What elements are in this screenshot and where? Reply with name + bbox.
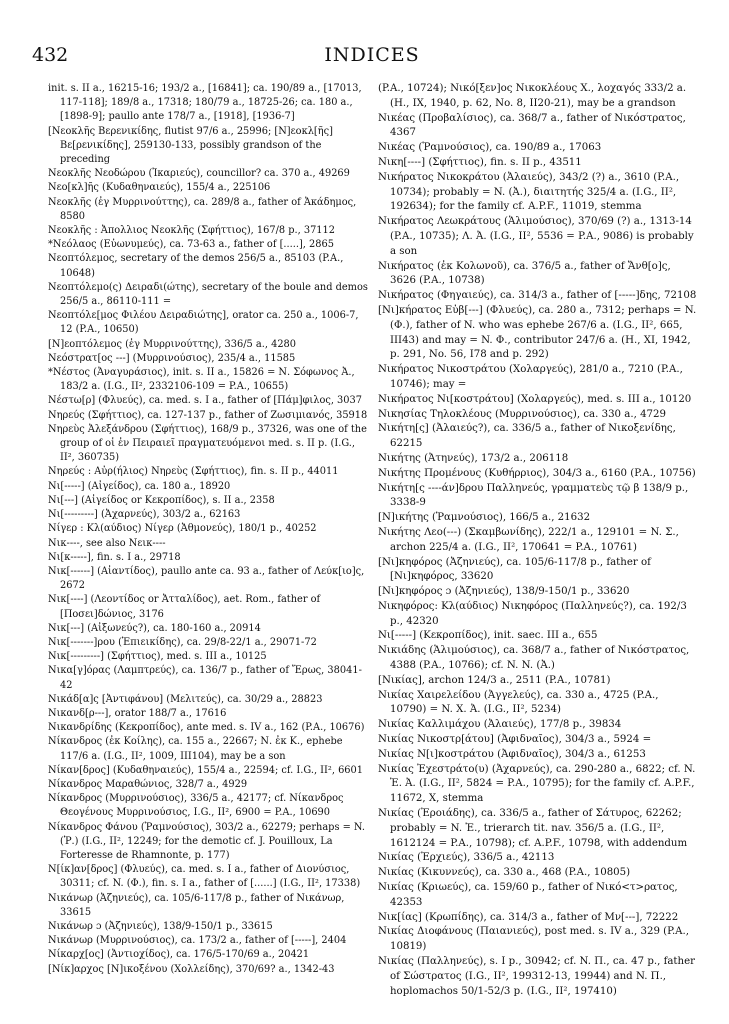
index-entry: Νικηφόρος: Κλ(αύδιος) Νικηφόρος (Παλληνεύς?), ca. 192/3 p., 42320 — [378, 600, 687, 627]
index-entry: Νικάνωρ ɔ (Ἀζηνιεύς), 138/9-150/1 p., 33615 — [48, 920, 273, 932]
index-entry: Νέστω[ρ] (Φλυεύς), ca. med. s. I a., father of [Πάμ]φιλος, 3037 — [48, 395, 362, 407]
index-entry: Νικ[-------]ρου (Ἐπιεικίδης), ca. 29/8-22/1 a., 29071-72 — [48, 636, 317, 648]
index-entry: *Νέστος (Ἀναγυράσιος), init. s. II a., 15826 = Ν. Σόφωνος Ἀ., 183/2 a. (I.G., II², 2332106-109 = P.A., 10655) — [48, 367, 355, 393]
index-entry: Νεόστρατ[ος ---] (Μυρρινούσιος), 235/4 a., 11585 — [48, 352, 296, 364]
index-entry: Νίκανδρος Φάνου (Ῥαμνούσιος), 303/2 a., 62279; perhaps = N. (Ῥ.) (I.G., II², 12249; for the demotic cf. J. Pouilloux, La Forteresse de Rhamnonte, p. 177) — [48, 821, 365, 861]
index-entry: init. s. II a., 16215-16; 193/2 a., [16841]; ca. 190/89 a., [17013, 117-118]; 189/8 a., 17318; 180/79 a., 18725-26; ca. 180 a., [1898-9]; paullo ante 178/7 a., [1918], [1936-7] — [48, 83, 362, 123]
index-entry: Νικίας Καλλιμάχου (Ἀλαιεύς), 177/8 p., 39834 — [378, 719, 622, 731]
index-entry: Νικ[ίας] (Κρωπίδης), ca. 314/3 a., father of Μν[---], 72222 — [378, 911, 679, 923]
index-entry: [Ν]ικήτης (Ῥαμνούσιος), 166/5 a., 21632 — [378, 512, 591, 524]
index-entry: Νικίας (Κριωεύς), ca. 159/60 p., father of Νικό<τ>ρατος, 42353 — [378, 882, 678, 908]
index-entry: Νικήτη[ς ----άν]δρου Παλληνεύς, γραμματεὺς τῷ β 138/9 p., 3338-9 — [378, 482, 689, 509]
index-entry: Νικ[---------] (Σφήττιος), med. s. III a., 10125 — [48, 651, 267, 663]
index-entry: [Νίκ]αρχος [Ν]ικοξένου (Χολλείδης), 370/69? a., 1342-43 — [48, 963, 335, 975]
right-column — [378, 82, 698, 999]
index-entry: Νικήρατος Νι[κοστράτου] (Χολαργεύς), med. s. III a., 10120 — [378, 393, 692, 405]
index-entry: Νεοπτόλεμος, secretary of the demos 256/5 a., 85103 (P.A., 10648) — [48, 253, 344, 279]
index-entry: Νηρεὺς Ἀλεξάνδρου (Σφήττιος), 168/9 p., 37326, was one of the group of οἱ ἐν Πειραιεῖ πραγματευόμενοι med. s. II p. (I.G., II², 360735) — [48, 423, 367, 464]
index-entry: Νικίας Νικοστρ[άτου] (Ἀφιδναῖος), 304/3 a., 5924 = — [378, 734, 652, 746]
index-entry: Νικίας (Κικυννεύς), ca. 330 a., 468 (P.A., 10805) — [378, 867, 631, 879]
index-entry: Νικ----, see also Νεικ---- — [48, 537, 166, 549]
index-entry: Νικίας (Ἐροιάδης), ca. 336/5 a., father of Σάτυρος, 62262; probably = N. Ἐ., trierarch tit. nav. 356/5 a. (I.G., II², 1612124 = P.A., 10798); cf. A.P.F., 10798, with addendum — [378, 808, 688, 849]
index-entry: Νικιάδης (Ἁλιμούσιος), ca. 368/7 a., father of Νικόστρατος, 4388 (P.A., 10766); cf. N. N. (Ἀ.) — [378, 645, 690, 672]
index-entry: Νικη[----] (Σφήττιος), fin. s. II p., 43511 — [378, 156, 582, 168]
index-entry: Νικήρατος Νικοστράτου (Χολαργεύς), 281/0 a., 7210 (P.A., 10746); may = — [378, 364, 683, 390]
index-entry: Νικάνωρ (Μυρρινούσιος), ca. 173/2 a., father of [-----], 2404 — [48, 935, 347, 947]
index-entry: Νικανδ[ρ---], orator 188/7 a., 17616 — [48, 707, 227, 719]
index-entry: Νικάδ[α]ς [Ἀντιφάνου] (Μελιτεύς), ca. 30/29 a., 28823 — [48, 693, 323, 705]
index-entry: Νικησίας Τηλοκλέους (Μυρρινούσιος), ca. 330 a., 4729 — [378, 408, 666, 420]
index-entry: Νι[---] (Αἰγείδος or Κεκροπίδος), s. II a., 2358 — [48, 494, 275, 506]
index-entry: Νικίας Διοφάνους (Παιανιεύς), post med. s. IV a., 329 (P.A., 10819) — [378, 926, 690, 953]
index-entry: Νίκανδρος (Μυρρινούσιος), 336/5 a., 42177; cf. Νίκανδρος Θεογένους Μυρρινούσιος, I.G., II², 6900 = P.A., 10690 — [48, 793, 344, 819]
index-entry: Νικήρατος (ἐκ Κολωνοῦ), ca. 376/5 a., father of Ἄνθ[ο]ς, 3626 (P.A., 10738) — [378, 260, 671, 287]
index-entry: [Νεοκλῆς Βερενικίδης, flutist 97/6 a., 25996; [Ν]εοκλ[ῆς] Βε[ρενικίδης], 259130-133, possibly grandson of the preceding — [48, 125, 333, 166]
index-entry: Νεο[κλ]ῆς (Κυδαθηναιεύς), 155/4 a., 225106 — [48, 182, 271, 194]
index-entry: Νι[-----] (Αἰγείδος), ca. 180 a., 18920 — [48, 480, 231, 492]
index-entry: Ν[ίκ]αν[δρος] (Φλυεύς), ca. med. s. I a., father of Διονύσιος, 30311; cf. N. (Φ.), fin. s. I a., father of [......] (I.G., II², 17338) — [48, 864, 361, 890]
index-entry: Νικήτη[ς] (Ἀλαιεύς?), ca. 336/5 a., father of Νικοξενίδης, 62215 — [378, 423, 676, 450]
index-entry: [Νικίας], archon 124/3 a., 2511 (P.A., 10781) — [378, 674, 611, 686]
index-entry: [Νι]κηφόρος (Ἀζηνιεύς), ca. 105/6-117/8 p., father of [Νι]κηφόρος, 33620 — [378, 556, 651, 583]
page-header — [32, 44, 712, 78]
index-entry: Νικ[----] (Λεοντίδος or Ἀτταλίδος), aet. Rom., father of [Ποσει]δώνιος, 3176 — [48, 594, 321, 620]
index-entry: Νίκανδρος Μαραθώνιος, 328/7 a., 4929 — [48, 778, 248, 790]
index-entry: Νικα[γ]όρας (Λαμπτρεύς), ca. 136/7 p., father of Ἔρως, 38041-42 — [48, 665, 362, 691]
left-column — [48, 82, 368, 977]
page-number: 432 — [32, 44, 69, 66]
index-entry: *Νεόλαος (Εὐωνυμεύς), ca. 73-63 a., father of [.....], 2865 — [48, 239, 334, 251]
index-entry: Νικήτης Λεο(---) (Σκαμβωνίδης), 222/1 a., 129101 = N. Σ., archon 225/4 a. (I.G., II², 170641 = P.A., 10761) — [378, 526, 679, 553]
index-entry: Νικίας Ν[ι]κοστράτου (Ἀφιδναῖος), 304/3 a., 61253 — [378, 748, 646, 760]
index-entry: (P.A., 10724); Νικό[ξεν]ος Νικοκλέους Χ., λοχαγός 333/2 a. (H., IX, 1940, p. 62, No. 8, II20-21), may be a grandson — [378, 83, 687, 109]
index-entry: [Νι]κηφόρος ɔ (Ἀζηνιεύς), 138/9-150/1 p., 33620 — [378, 586, 630, 598]
index-entry: Νικίας (Ἐρχιεύς), 336/5 a., 42113 — [378, 852, 555, 864]
index-entry: Νεοκλῆς (ἐγ Μυρρινούττης), ca. 289/8 a., father of Ἀκάδημος, 8580 — [48, 196, 357, 222]
index-entry: Νικήρατος Λεωκράτους (Ἁλιμούσιος), 370/69 (?) a., 1313-14 (P.A., 10735); Λ. Ἀ. (I.G., II², 5536 = P.A., 9086) is probably a son — [378, 216, 694, 257]
index-entry: Νικ[------] (Αἰαντίδος), paullo ante ca. 93 a., father of Λεύκ[ιο]ς, 2672 — [48, 565, 365, 592]
index-entry: Νικήτης (Ἀτηνεύς), 173/2 a., 206118 — [378, 452, 569, 464]
index-entry: Νεοπτόλε[μος Φιλέου Δειραδιώτης], orator ca. 250 a., 1006-7, 12 (P.A., 10650) — [48, 310, 359, 336]
index-entry: Νίκαρχ[ος] (Ἀντιοχίδος), ca. 176/5-170/69 a., 20421 — [48, 949, 310, 961]
index-entry: Νίκαν[δρος] (Κυδαθηναιεύς), 155/4 a., 22594; cf. I.G., II², 6601 — [48, 764, 364, 776]
index-entry: Νικέας (Ῥαμνούσιος), ca. 190/89 a., 17063 — [378, 142, 602, 154]
index-entry: Νίκανδρος (ἐκ Κοίλης), ca. 155 a., 22667; Ν. ἐκ Κ., ephebe 117/6 a. (I.G., II², 1009, III104), may be a son — [48, 736, 343, 762]
index-entry: Νεοκλῆς : Ἀπολλιος Νεοκλῆς (Σφήττιος), 167/8 p., 37112 — [48, 225, 336, 237]
index-entry: Νικέας (Προβαλίσιος), ca. 368/7 a., father of Νικόστρατος, 4367 — [378, 112, 686, 139]
index-entry: Νηρεύς (Σφήττιος), ca. 127-137 p., father of Ζωσιμιανός, 35918 — [48, 409, 368, 421]
index-entry: [Ν]εοπτόλεμος (ἐγ Μυρρινούττης), 336/5 a., 4280 — [48, 338, 297, 350]
index-entry: Νικίας Χαιρελείδου (Ἀγγελεύς), ca. 330 a., 4725 (P.A., 10790) = N. X. Ἀ. (I.G., II², 5234) — [378, 689, 659, 716]
index-entry: Νικήρατος (Φηγαιεύς), ca. 314/3 a., father of [-----]δης, 72108 — [378, 290, 697, 302]
index-entry: Νικήτης Προμένους (Κυθήρριος), 304/3 a., 6160 (P.A., 10756) — [378, 467, 696, 479]
index-entry: [Νι]κήρατος Εὐβ[---] (Φλυεύς), ca. 280 a., 7312; perhaps = N. (Φ.), father of N. who was ephebe 267/6 a. (I.G., II², 665, III43) and may = N. Φ., contributor 247/6 a. (H., XI, 1942, p. 291, No. 56, I78 and p. 292) — [378, 304, 697, 361]
index-entry: Νι[κ-----], fin. s. I a., 29718 — [48, 551, 181, 563]
index-entry: Νικήρατος Νικοκράτου (Ἀλαιεύς), 343/2 (?) a., 3610 (P.A., 10734); probably = N. (Ἀ.), διαιτητής 325/4 a. (I.G., II², 192634); for the family cf. A.P.F., 11019, stemma — [378, 171, 680, 213]
index-entry: Νι[---------] (Ἀχαρνεύς), 303/2 a., 62163 — [48, 509, 241, 521]
page-title: INDICES — [324, 44, 420, 66]
index-entry: Νηρεύς : Αὐρ(ήλιος) Νηρεὺς (Σφήττιος), fin. s. II p., 44011 — [48, 466, 339, 478]
index-entry: Νι[-----] (Κεκροπίδος), init. saec. III a., 655 — [378, 630, 598, 642]
index-entry: Νίγερ : Κλ(αύδιος) Νίγερ (Ἀθμονεύς), 180/1 p., 40252 — [48, 523, 317, 535]
index-entry: Νικάνωρ (Ἀζηνιεύς), ca. 105/6-117/8 p., father of Νικάνωρ, 33615 — [48, 892, 345, 918]
index-entry: Νικίας Ἐχεστράτο(υ) (Ἀχαρνεύς), ca. 290-280 a., 6822; cf. N. Ἐ. Ἀ. (I.G., II², 5824 = P.A., 10795); for the family cf. A.P.F., 11672, X, stemma — [378, 763, 696, 805]
index-entry: Νικ[---] (Αἰξωνεύς?), ca. 180-160 a., 20914 — [48, 622, 261, 634]
index-entry: Νικίας (Παλληνεύς), s. I p., 30942; cf. N. Π., ca. 47 p., father of Σώστρατος (I.G., II², 199312-13, 19944) and N. Π., hoplomachos 50/1-52/3 p. (I.G., II², 197410) — [378, 956, 695, 997]
index-entry: Νικανδρίδης (Κεκροπίδος), ante med. s. IV a., 162 (P.A., 10676) — [48, 722, 365, 734]
index-entry: Νεοκλῆς Νεοδώρου (Ἰκαριεύς), councillor? ca. 370 a., 49269 — [48, 168, 350, 180]
index-entry: Νεοπτόλεμο(ς) Δειραδι(ώτης), secretary of the boule and demos 256/5 a., 86110-111 = — [48, 281, 368, 308]
